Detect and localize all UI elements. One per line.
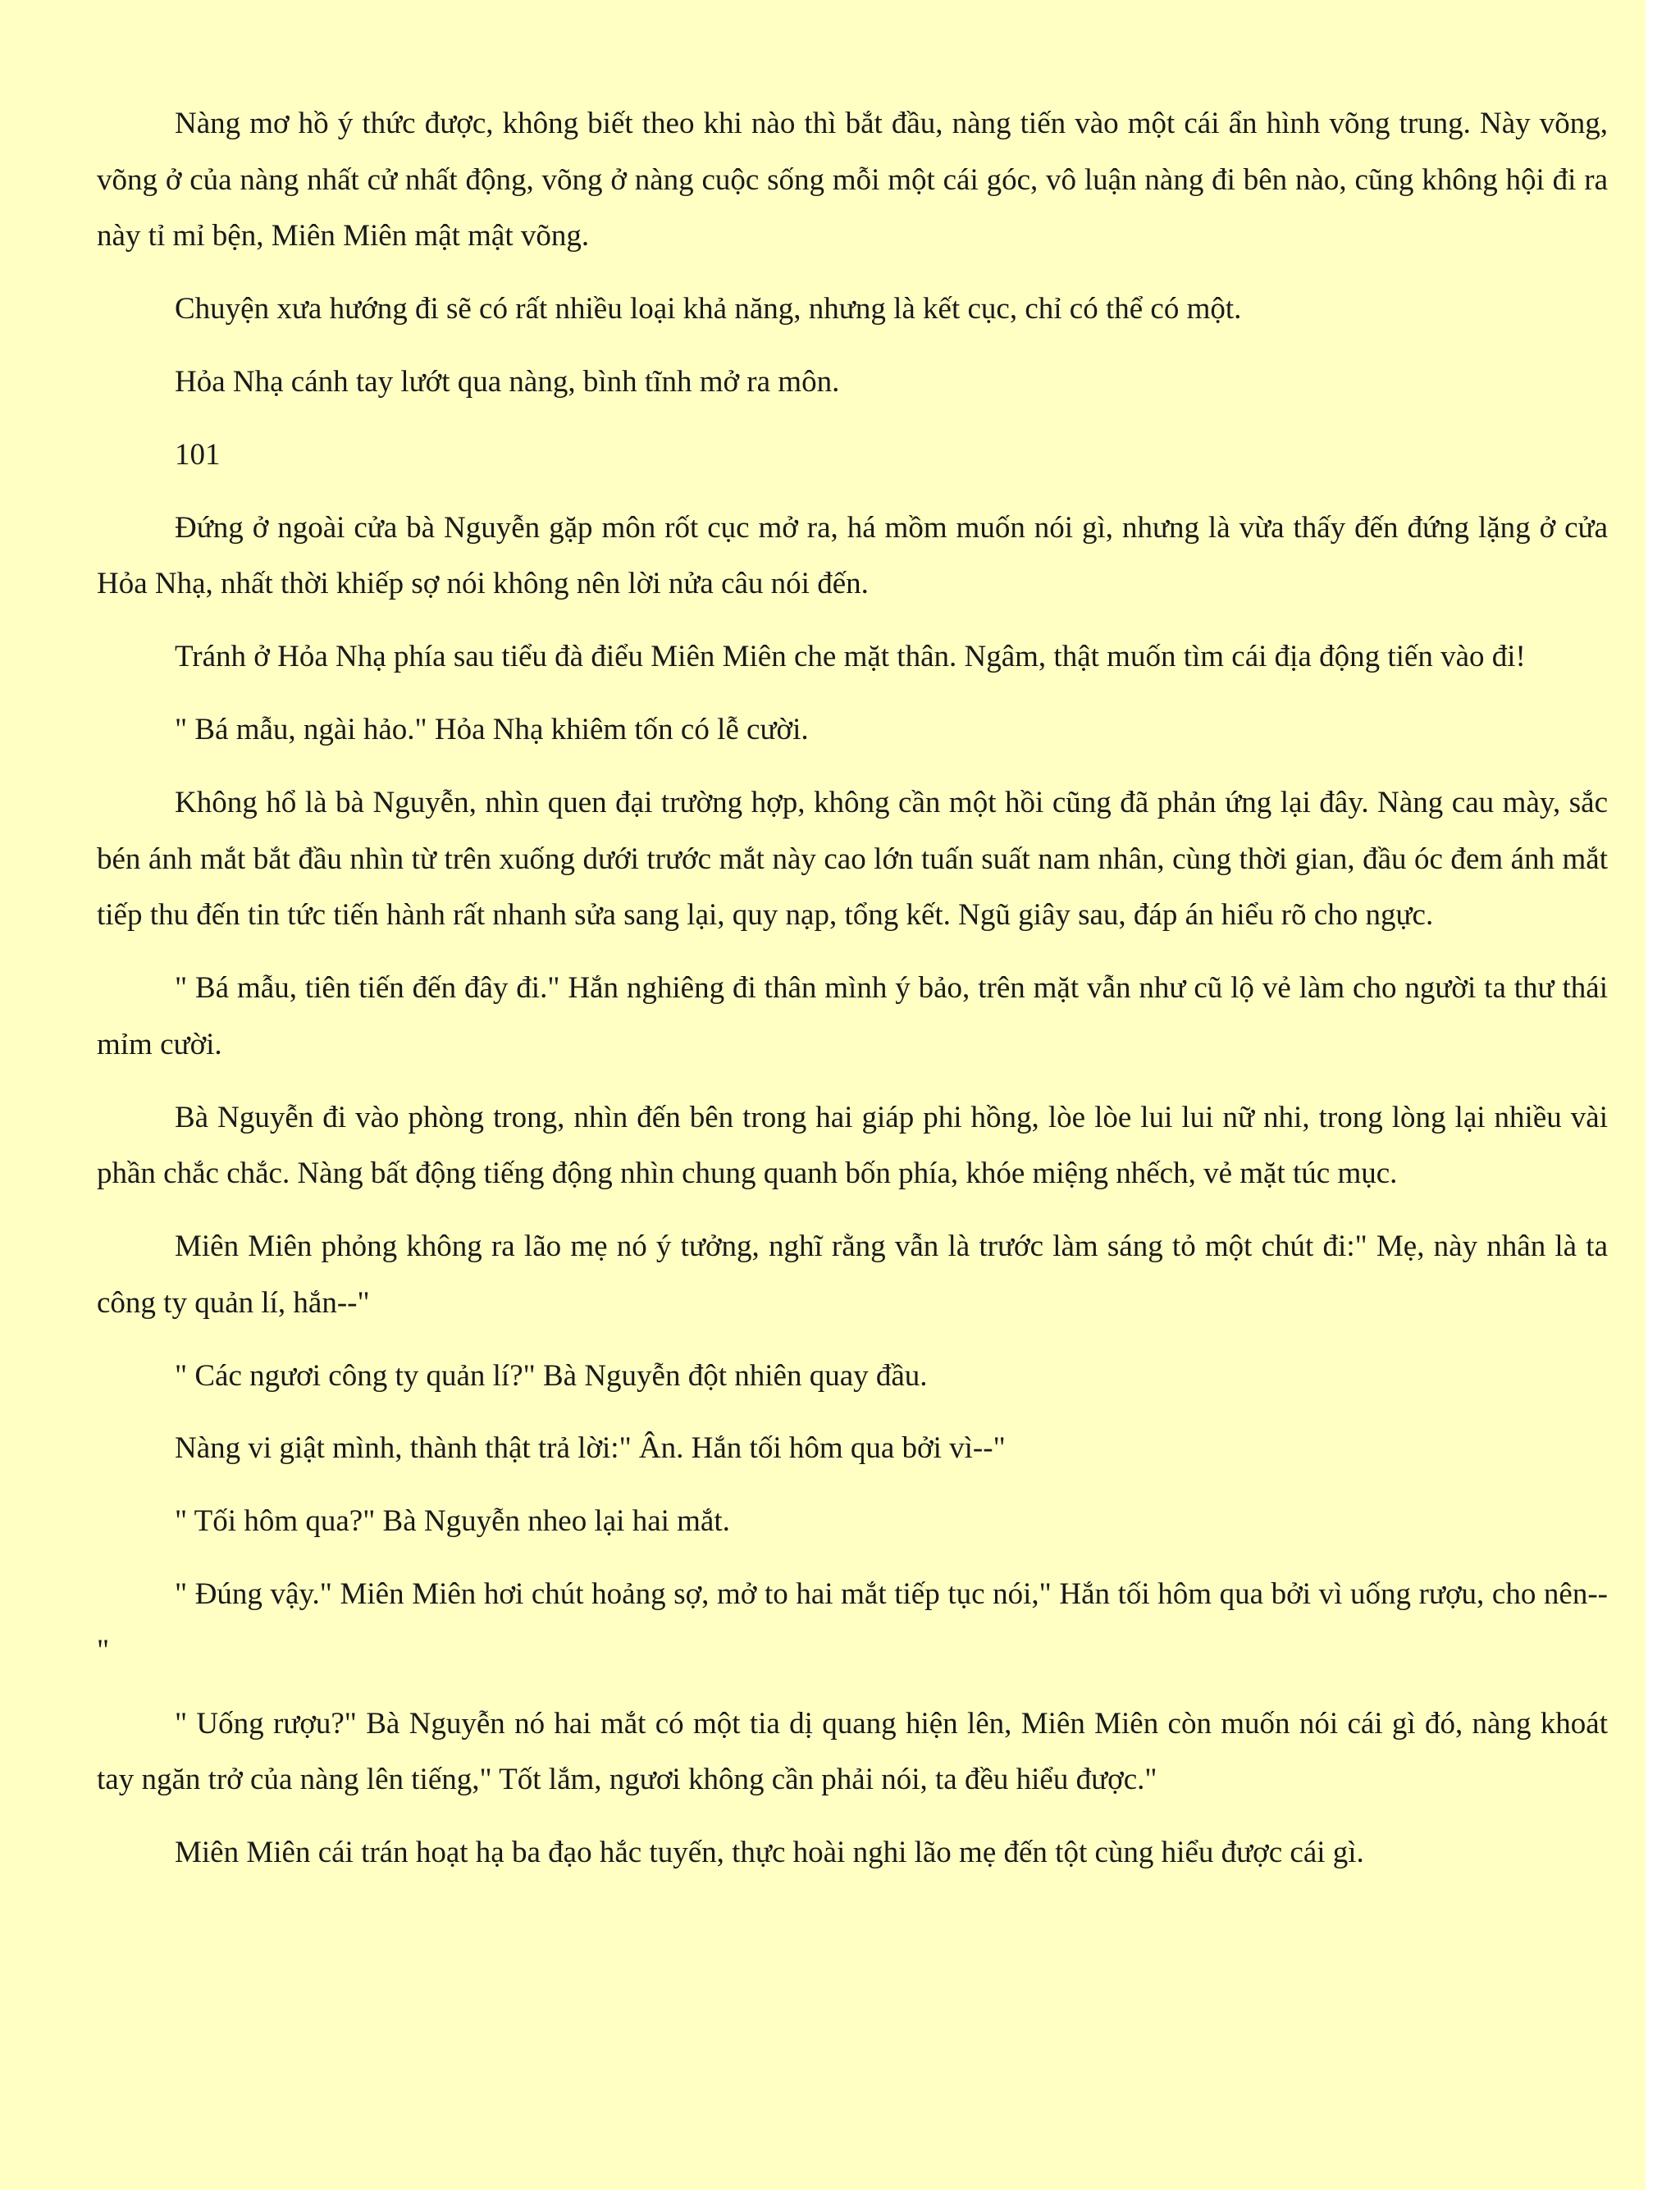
paragraph: Hỏa Nhạ cánh tay lướt qua nàng, bình tĩnh mở ra môn.	[175, 364, 840, 399]
paragraph: Chuyện xưa hướng đi sẽ có rất nhiều loại khả năng, nhưng là kết cục, chỉ có thể có một.	[175, 292, 1242, 326]
paragraph: Bà Nguyễn đi vào phòng trong, nhìn đến bên trong hai giáp phi hồng, lòe lòe lui lui nữ nhi, trong lòng lại nhiều vài phần chắc chắc. Nàng bất động tiếng động nhìn chung quanh bốn phía, khóe miệng nhếch, vẻ mặt túc mục.	[97, 1100, 1608, 1191]
paragraph: Tránh ở Hỏa Nhạ phía sau tiểu đà điểu Miên Miên che mặt thân. Ngâm, thật muốn tìm cái địa động tiến vào đi!	[175, 640, 1526, 674]
paragraph: " Bá mẫu, ngài hảo." Hỏa Nhạ khiêm tốn có lễ cười.	[175, 713, 809, 747]
paragraph: " Uống rượu?" Bà Nguyễn nó hai mắt có một tia dị quang hiện lên, Miên Miên còn muốn nói cái gì đó, nàng khoát tay ngăn trở của nàng lên tiếng," Tốt lắm, ngươi không cần phải nói, ta đều hiểu được."	[97, 1706, 1608, 1797]
document-body	[97, 96, 1608, 1898]
chapter-number: 101	[175, 437, 221, 472]
paragraph: " Tối hôm qua?" Bà Nguyễn nheo lại hai mắt.	[175, 1504, 730, 1539]
paragraph: Không hổ là bà Nguyễn, nhìn quen đại trường hợp, không cần một hồi cũng đã phản ứng lại đây. Nàng cau mày, sắc bén ánh mắt bắt đầu nhìn từ trên xuống dưới trước mắt này cao lớn tuấn suất nam nhân, cùng thời gian, đầu óc đem ánh mắt tiếp thu đến tin tức tiến hành rất nhanh sửa sang lại, quy nạp, tổng kết. Ngũ giây sau, đáp án hiểu rõ cho ngực.	[97, 786, 1608, 933]
paragraph: Miên Miên cái trán hoạt hạ ba đạo hắc tuyến, thực hoài nghi lão mẹ đến tột cùng hiểu được cái gì.	[175, 1836, 1364, 1870]
paragraph: " Đúng vậy." Miên Miên hơi chút hoảng sợ, mở to hai mắt tiếp tục nói," Hắn tối hôm qua bởi vì uống rượu, cho nên--"	[97, 1577, 1608, 1668]
paragraph: Đứng ở ngoài cửa bà Nguyễn gặp môn rốt cục mở ra, há mồm muốn nói gì, nhưng là vừa thấy đến đứng lặng ở cửa Hỏa Nhạ, nhất thời khiếp sợ nói không nên lời nửa câu nói đến.	[97, 510, 1608, 601]
paragraph: Nàng mơ hồ ý thức được, không biết theo khi nào thì bắt đầu, nàng tiến vào một cái ẩn hình võng trung. Này võng, võng ở của nàng nhất cử nhất động, võng ở nàng cuộc sống mỗi một cái góc, vô luận nàng đi bên nào, cũng không hội đi ra này tỉ mỉ bện, Miên Miên mật mật võng.	[97, 107, 1608, 253]
paragraph: " Các ngươi công ty quản lí?" Bà Nguyễn đột nhiên quay đầu.	[175, 1358, 928, 1393]
paragraph: " Bá mẫu, tiên tiến đến đây đi." Hắn nghiêng đi thân mình ý bảo, trên mặt vẫn như cũ lộ vẻ làm cho người ta thư thái mỉm cười.	[97, 971, 1608, 1061]
paragraph: Nàng vi giật mình, thành thật trả lời:" Ân. Hắn tối hôm qua bởi vì--"	[175, 1431, 1006, 1466]
paragraph: Miên Miên phỏng không ra lão mẹ nó ý tưởng, nghĩ rằng vẫn là trước làm sáng tỏ một chút đi:" Mẹ, này nhân là ta công ty quản lí, hắn--"	[97, 1230, 1608, 1320]
